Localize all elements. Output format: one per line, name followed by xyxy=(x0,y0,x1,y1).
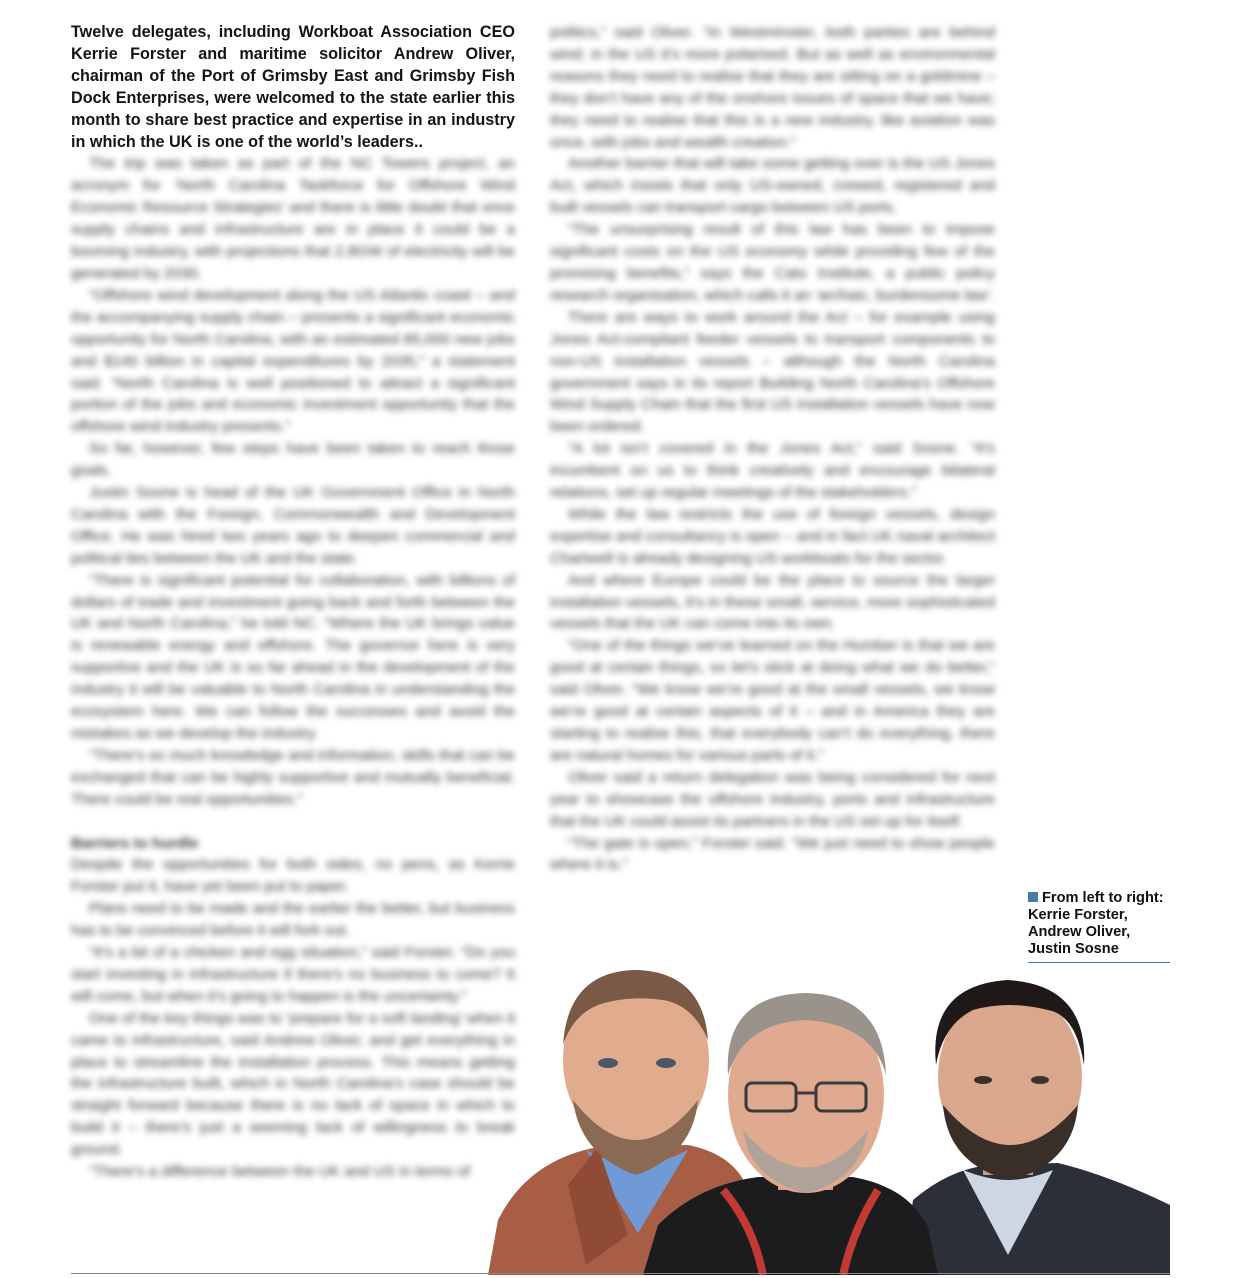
caption-line: Andrew Oliver, xyxy=(1028,924,1131,940)
body-paragraph: Justin Sosne is head of the UK Government Office in North Carolina with the Foreign, Commonwealth and Development Office. He was hired two years ago to deepen commercial and political ties between the UK and the state. xyxy=(71,484,515,567)
body-paragraph: “A lot isn’t covered in the Jones Act,” said Sosne. “It’s incumbent on us to think creatively and encourage bilateral relations, set up regular meetings of the stakeholders.” xyxy=(550,440,995,502)
body-paragraph: So far, however, few steps have been taken to reach those goals. xyxy=(71,440,515,480)
body-paragraph: “It’s a bit of a chicken and egg situation,” said Forster. “Do you start investing in infrastructure if there’s no business to come? It will come, but when it’s going to happen is the uncertainty.” xyxy=(71,944,515,1005)
body-paragraph: “Offshore wind development along the US Atlantic coast – and the accompanying supply chain – presents a significant economic opportunity for North Carolina, with an estimated 85,000 new jobs and $140 billion in capital expenditures by 2035,” a statement said. “North Carolina is well positioned to attract a significant portion of the jobs and economic investment opportunity that the offshore wind industry presents.” xyxy=(71,286,515,436)
body-paragraph: “There’s a difference between the UK and US in terms of xyxy=(89,1163,471,1181)
bottom-rule xyxy=(71,1273,1170,1274)
body-paragraph: While the law restricts the use of foreign vessels, design expertise and consultancy is open – and in fact UK naval architect Chartwell is already designing US workboats for the sector. xyxy=(550,505,995,567)
caption-line: From left to right: xyxy=(1042,890,1164,906)
body-paragraph: “One of the things we’ve learned on the Humber is that we are good at certain things, so let’s stick at doing what we do better,” said Oliver. “We know we’re good at the small vessels, we know we’re good at certain aspects of it – and in America they are starting to realise this, that everybody can’t do everything, there are natural homes for various parts of it.” xyxy=(550,637,995,764)
body-paragraph: “The unsurprising result of this law has been to impose significant costs on the US economy while providing few of the promising benefits,” says the Cato Institute, a public policy research organisation, which calls it an ‘archaic, burdensome law’. xyxy=(550,221,995,304)
subhead: Barriers to hurdle xyxy=(71,834,199,852)
body-paragraph: politics,” said Oliver. “In Westminster, both parties are behind wind; in the US it’s more polarised. But as well as environmental reasons they need to realise that they are sitting on a goldmine – they don’t have any of the onshore issues of space that we have; they need to realise that this is a new industry, like aviation was once, with jobs and wealth creation.” xyxy=(550,24,995,151)
body-paragraph: Despite the opportunities for both sides, no pens, as Kerrie Forster put it, have yet been put to paper. xyxy=(71,856,515,896)
caption-square-icon xyxy=(1028,892,1038,902)
body-paragraph: Plans need to be made and the earlier the better, but business has to be convinced before it will fork out. xyxy=(71,900,515,940)
body-paragraph: The trip was taken as part of the NC Towers project, an acronym for ‘North Carolina Taskforce for Offshore Wind Economic Resource Strategies’ and there is little doubt that once supply chains and infrastructure are in place it could be a booming industry, with projections that 2.8GW of electricity will be generated by 2030. xyxy=(71,155,515,282)
middle-column xyxy=(550,22,995,876)
portrait-photos xyxy=(488,965,1170,1275)
body-paragraph: And where Europe could be the place to source the larger installation vessels, it’s in these small, service, more sophisticated vessels that the UK can come into its own. xyxy=(550,571,995,633)
body-paragraph: Oliver said a return delegation was being considered for next year to showcase the offshore industry, ports and infrastructure that the UK could assist its partners in the US set up for itself. xyxy=(550,768,995,830)
portrait-justin-sosne xyxy=(903,980,1170,1275)
photo-caption xyxy=(1028,890,1170,963)
intro-paragraph: Twelve delegates, including Workboat Association CEO Kerrie Forster and maritime solicitor Andrew Oliver, chairman of the Port of Grimsby East and Grimsby Fish Dock Enterprises, were welcomed to the state earlier this month to share best practice and expertise in an industry in which the UK is one of the world’s leaders.. xyxy=(71,23,515,151)
left-column xyxy=(71,22,515,1183)
body-paragraph: “The gate is open,” Forster said. “We just need to show people where it is.” xyxy=(550,834,995,874)
body-paragraph: “There’s so much knowledge and information, skills that can be exchanged that can be highly supportive and mutually beneficial. There could be real opportunities.” xyxy=(71,746,515,808)
blurred-body-left xyxy=(71,153,515,1183)
body-paragraph: “There is significant potential for collaboration, with billions of dollars of trade and investment going back and forth between the UK and North Carolina,” he told NC. “Where the UK brings value is renewable energy and offshore. The governor here is very supportive and the UK is so far ahead in the development of the industry it will be valuable to North Carolina in understanding the ecosystem here. We can follow the successes and avoid the mistakes as we develop the industry. xyxy=(71,571,515,742)
body-paragraph: Another barrier that will take some getting over is the US Jones Act, which insists that only US-owned, crewed, registered and built vessels can transport cargo between US ports. xyxy=(550,155,995,217)
body-paragraph: There are ways to work around the Act – for example using Jones Act-compliant feeder vessels to transport components to non-US installation vessels – although the North Carolina government says in its report Building North Carolina’s Offshore Wind Supply Chain that the first US installation vessels have now been ordered. xyxy=(550,308,995,436)
caption-line: Justin Sosne xyxy=(1028,941,1119,957)
blurred-body-middle xyxy=(550,22,995,876)
body-paragraph: One of the key things was to ‘prepare for a soft landing’ when it came to infrastructure, said Andrew Oliver, and get everything in place to streamline the installation process. This means getting the infrastructure built, which in North Carolina’s case should be straight forward because there is no lack of space in which to build it – there’s just a seeming lack of willingness to break ground. xyxy=(71,1009,515,1159)
caption-line: Kerrie Forster, xyxy=(1028,907,1128,923)
